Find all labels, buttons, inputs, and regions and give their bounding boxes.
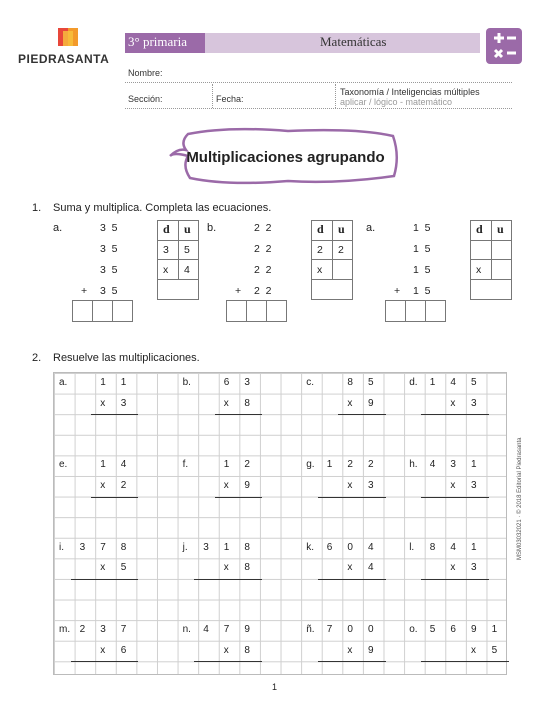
name-label: Nombre: — [128, 68, 163, 78]
date-label: Fecha: — [216, 94, 244, 104]
multiplier-digit: 4 — [368, 562, 374, 574]
exercise-letter: a. — [53, 222, 63, 234]
top-digit: 4 — [120, 459, 127, 471]
table-divider — [311, 279, 353, 280]
addend: 1 5 — [413, 264, 431, 276]
tens-digit[interactable]: 2 — [317, 244, 323, 256]
answer-box[interactable] — [246, 300, 267, 322]
top-digit: 4 — [203, 624, 209, 636]
answer-box[interactable] — [112, 300, 133, 322]
times-sign: x — [317, 264, 323, 276]
answer-rule — [421, 579, 489, 580]
top-digit: 3 — [79, 541, 86, 553]
multiplier-digit: 3 — [120, 397, 127, 409]
multiplier-digit: 6 — [120, 644, 127, 656]
top-digit: 1 — [471, 459, 477, 471]
top-digit: 9 — [471, 624, 477, 636]
answer-rule — [194, 661, 262, 662]
units-header: u — [497, 222, 504, 236]
question-instruction: Resuelve las multiplicaciones. — [53, 352, 200, 364]
multiplier-digit: 5 — [120, 562, 127, 574]
grade-label: 3° primaria — [128, 34, 187, 49]
top-digit: 6 — [450, 624, 456, 636]
table-divider — [311, 240, 353, 241]
top-digit: 1 — [120, 377, 127, 388]
top-digit: 5 — [471, 377, 477, 388]
multiplier-digit: 3 — [471, 397, 477, 409]
answer-rule — [91, 414, 138, 415]
answer-rule — [318, 661, 386, 662]
problem-letter: d. — [409, 377, 418, 388]
table-divider — [470, 279, 512, 280]
top-digit: 4 — [450, 541, 456, 553]
top-digit: 8 — [347, 377, 353, 388]
problem-letter: g. — [306, 459, 315, 471]
question-number: 2. — [32, 352, 42, 364]
plus-sign: + — [81, 285, 88, 297]
answer-rule — [421, 497, 489, 498]
problem-letter: h. — [409, 459, 418, 471]
subject-label: Matemáticas — [320, 34, 387, 49]
times-sign: x — [347, 480, 353, 491]
times-sign: x — [347, 397, 353, 409]
top-digit: 0 — [368, 624, 374, 636]
table-divider — [470, 240, 512, 241]
answer-rule — [71, 661, 139, 662]
math-operations-icon — [486, 28, 522, 64]
exercise-letter: b. — [207, 222, 217, 234]
answer-box[interactable] — [385, 300, 406, 322]
times-sign: x — [100, 397, 106, 409]
table-divider — [491, 220, 492, 279]
times-sign: x — [100, 644, 106, 656]
answer-box[interactable] — [405, 300, 426, 322]
units-header: u — [184, 222, 191, 236]
answer-rule — [91, 497, 138, 498]
multiplier-digit: 5 — [491, 644, 498, 656]
addend: 3 5 — [100, 285, 118, 297]
top-digit: 1 — [223, 541, 230, 553]
brand-name: PIEDRASANTA — [18, 52, 110, 66]
problem-letter: c. — [306, 377, 314, 388]
answer-box[interactable] — [266, 300, 287, 322]
units-digit[interactable]: 2 — [338, 244, 344, 256]
times-sign: x — [476, 264, 482, 276]
addend: 2 2 — [254, 222, 272, 234]
tens-header: d — [163, 222, 170, 236]
divider — [335, 84, 336, 108]
times-sign: x — [100, 480, 106, 491]
top-digit: 7 — [120, 624, 127, 636]
tens-digit[interactable]: 3 — [163, 244, 169, 256]
top-digit: 7 — [223, 624, 230, 636]
plus-sign: + — [394, 285, 401, 297]
addend: 2 2 — [254, 243, 272, 255]
addend: 1 5 — [413, 222, 431, 234]
top-digit: 1 — [429, 377, 436, 388]
times-sign: x — [163, 264, 169, 276]
problem-letter: ñ. — [306, 624, 315, 636]
top-digit: 2 — [347, 459, 353, 471]
multiplication-grid[interactable] — [53, 372, 507, 675]
top-digit: 4 — [429, 459, 436, 471]
side-code: MSM03032021 · © 2018 Editorial Piedrasanta — [517, 437, 523, 560]
top-digit: 8 — [429, 541, 436, 553]
taxonomy-value: aplicar / lógico - matemático — [340, 97, 453, 107]
top-digit: 4 — [450, 377, 456, 388]
times-sign: x — [471, 644, 476, 656]
problem-letter: o. — [409, 624, 418, 636]
problem-letter: j. — [182, 541, 188, 553]
page-number: 1 — [272, 682, 278, 692]
question-number: 1. — [32, 202, 42, 214]
problem-letter: m. — [59, 624, 71, 636]
addend: 3 5 — [100, 243, 118, 255]
units-digit[interactable]: 5 — [184, 244, 190, 256]
multiplier-digit: 2 — [120, 480, 127, 491]
multiplier-digit: 3 — [368, 480, 374, 491]
times-sign: x — [223, 397, 229, 409]
answer-box[interactable] — [92, 300, 113, 322]
table-divider — [157, 240, 199, 241]
problem-letter: n. — [182, 624, 191, 636]
answer-rule — [71, 579, 139, 580]
problem-letter: k. — [306, 541, 314, 553]
multiplier-digit: 8 — [244, 562, 250, 574]
section-label: Sección: — [128, 94, 163, 104]
answer-rule — [421, 661, 509, 662]
tens-header: d — [317, 222, 324, 236]
addend: 1 5 — [413, 243, 431, 255]
answer-rule — [215, 414, 262, 415]
units-header: u — [338, 222, 345, 236]
top-digit: 4 — [368, 541, 374, 553]
answer-rule — [338, 414, 385, 415]
problem-letter: b. — [182, 377, 191, 388]
answer-rule — [318, 497, 386, 498]
top-digit: 3 — [244, 377, 250, 388]
answer-rule — [421, 414, 489, 415]
top-digit: 2 — [368, 459, 374, 471]
table-divider — [311, 259, 353, 260]
answer-box[interactable] — [425, 300, 446, 322]
top-digit: 2 — [244, 459, 250, 471]
top-digit: 1 — [491, 624, 498, 636]
problem-letter: a. — [59, 377, 68, 388]
times-sign: x — [450, 397, 456, 409]
top-digit: 7 — [100, 541, 106, 553]
tens-header: d — [476, 222, 483, 236]
answer-box[interactable] — [226, 300, 247, 322]
times-sign: x — [223, 644, 229, 656]
top-digit: 7 — [326, 624, 333, 636]
top-digit: 3 — [203, 541, 209, 553]
top-digit: 1 — [326, 459, 333, 471]
answer-rule — [318, 579, 386, 580]
plus-sign: + — [235, 285, 242, 297]
answer-box[interactable] — [72, 300, 93, 322]
times-sign: x — [223, 480, 229, 491]
question-instruction: Suma y multiplica. Completa las ecuaciones. — [53, 202, 272, 214]
top-digit: 0 — [347, 541, 353, 553]
addend: 2 2 — [254, 285, 272, 297]
top-digit: 6 — [326, 541, 333, 553]
multiplier-digit: 9 — [368, 644, 374, 656]
top-digit: 8 — [244, 541, 250, 553]
multiplier-digit: 9 — [368, 397, 374, 409]
top-digit: 5 — [368, 377, 374, 388]
addend: 3 5 — [100, 222, 118, 234]
problem-letter: e. — [59, 459, 68, 471]
times-sign: x — [100, 562, 106, 574]
problem-letter: f. — [182, 459, 189, 471]
top-digit: 5 — [429, 624, 436, 636]
multiplier-digit: 8 — [244, 644, 250, 656]
table-divider — [178, 220, 179, 279]
top-digit: 6 — [223, 377, 230, 388]
top-digit: 3 — [100, 624, 106, 636]
addend: 2 2 — [254, 264, 272, 276]
times-sign: x — [450, 480, 456, 491]
divider — [212, 84, 213, 108]
top-digit: 2 — [79, 624, 86, 636]
top-digit: 0 — [347, 624, 353, 636]
top-digit: 1 — [100, 377, 106, 388]
taxonomy-label: Taxonomía / Inteligencias múltiples — [340, 87, 480, 97]
problem-letter: l. — [409, 541, 415, 553]
top-digit: 9 — [244, 624, 250, 636]
table-divider — [470, 259, 512, 260]
problem-letter: i. — [59, 541, 64, 553]
multiplier-digit: 3 — [471, 562, 477, 574]
addend: 3 5 — [100, 264, 118, 276]
multiplier-digit[interactable]: 4 — [184, 264, 190, 276]
top-digit: 1 — [100, 459, 106, 471]
answer-rule — [194, 579, 262, 580]
times-sign: x — [223, 562, 229, 574]
name-field[interactable] — [125, 82, 512, 83]
addend: 1 5 — [413, 285, 431, 297]
multiplier-digit: 3 — [471, 480, 477, 491]
table-divider — [157, 259, 199, 260]
top-digit: 3 — [450, 459, 456, 471]
table-divider — [332, 220, 333, 279]
table-divider — [157, 279, 199, 280]
section-field[interactable] — [125, 108, 512, 109]
page-title: Multiplicaciones agrupando — [186, 149, 385, 166]
exercise-letter: a. — [366, 222, 376, 234]
times-sign: x — [450, 562, 456, 574]
top-digit: 1 — [223, 459, 230, 471]
top-digit: 1 — [471, 541, 477, 553]
answer-rule — [215, 497, 262, 498]
top-digit: 8 — [120, 541, 127, 553]
times-sign: x — [347, 644, 353, 656]
times-sign: x — [347, 562, 353, 574]
multiplier-digit: 9 — [244, 480, 250, 491]
multiplier-digit: 8 — [244, 397, 250, 409]
